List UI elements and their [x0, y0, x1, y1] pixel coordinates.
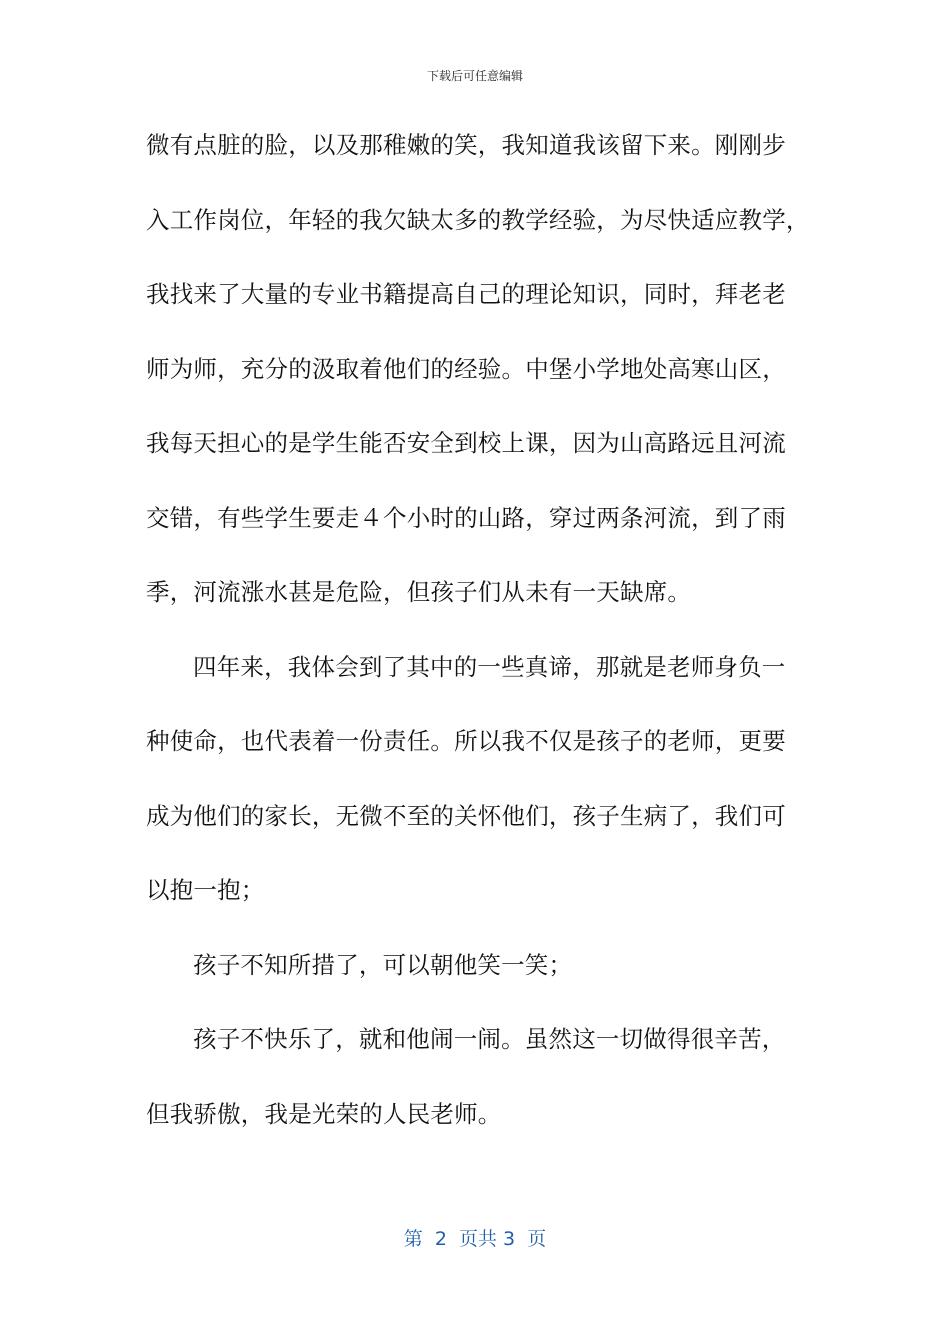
- page-header: 下载后可任意编辑: [426, 69, 523, 83]
- page-number-footer: 第 2 页共 3 页: [403, 1228, 547, 1250]
- text-line: 孩子不知所措了，可以朝他笑一笑；: [193, 950, 573, 979]
- text-line: 以抱一抱；: [146, 876, 265, 904]
- text-line: 我找来了大量的专业书籍提高自己的理论知识，同时，拜老老: [146, 280, 786, 308]
- text-line: 四年来，我体会到了其中的一些真谛，那就是老师身负一: [193, 652, 786, 681]
- text-line: 我每天担心的是学生能否安全到校上课，因为山高路远且河流: [146, 429, 786, 457]
- text-line: 但我骄傲，我是光荣的人民老师。: [146, 1099, 502, 1128]
- text-line: 微有点脏的脸，以及那稚嫩的笑，我知道我该留下来。刚刚步: [146, 131, 786, 159]
- text-line: 季，河流涨水甚是危险，但孩子们从未有一天缺席。: [146, 578, 692, 606]
- text-line: 孩子不快乐了，就和他闹一闹。虽然这一切做得很辛苦，: [193, 1025, 786, 1053]
- text-line: 成为他们的家长，无微不至的关怀他们，孩子生病了，我们可: [146, 801, 786, 830]
- text-line: 师为师，充分的汲取着他们的经验。中堡小学地处高寒山区，: [146, 354, 786, 383]
- text-line: 交错，有些学生要走４个小时的山路，穿过两条河流，到了雨: [146, 503, 786, 532]
- document-body: [146, 122, 826, 1165]
- text-line: 种使命，也代表着一份责任。所以我不仅是孩子的老师，更要: [146, 727, 786, 755]
- text-line: 入工作岗位，年轻的我欠缺太多的教学经验，为尽快适应教学，: [146, 205, 810, 234]
